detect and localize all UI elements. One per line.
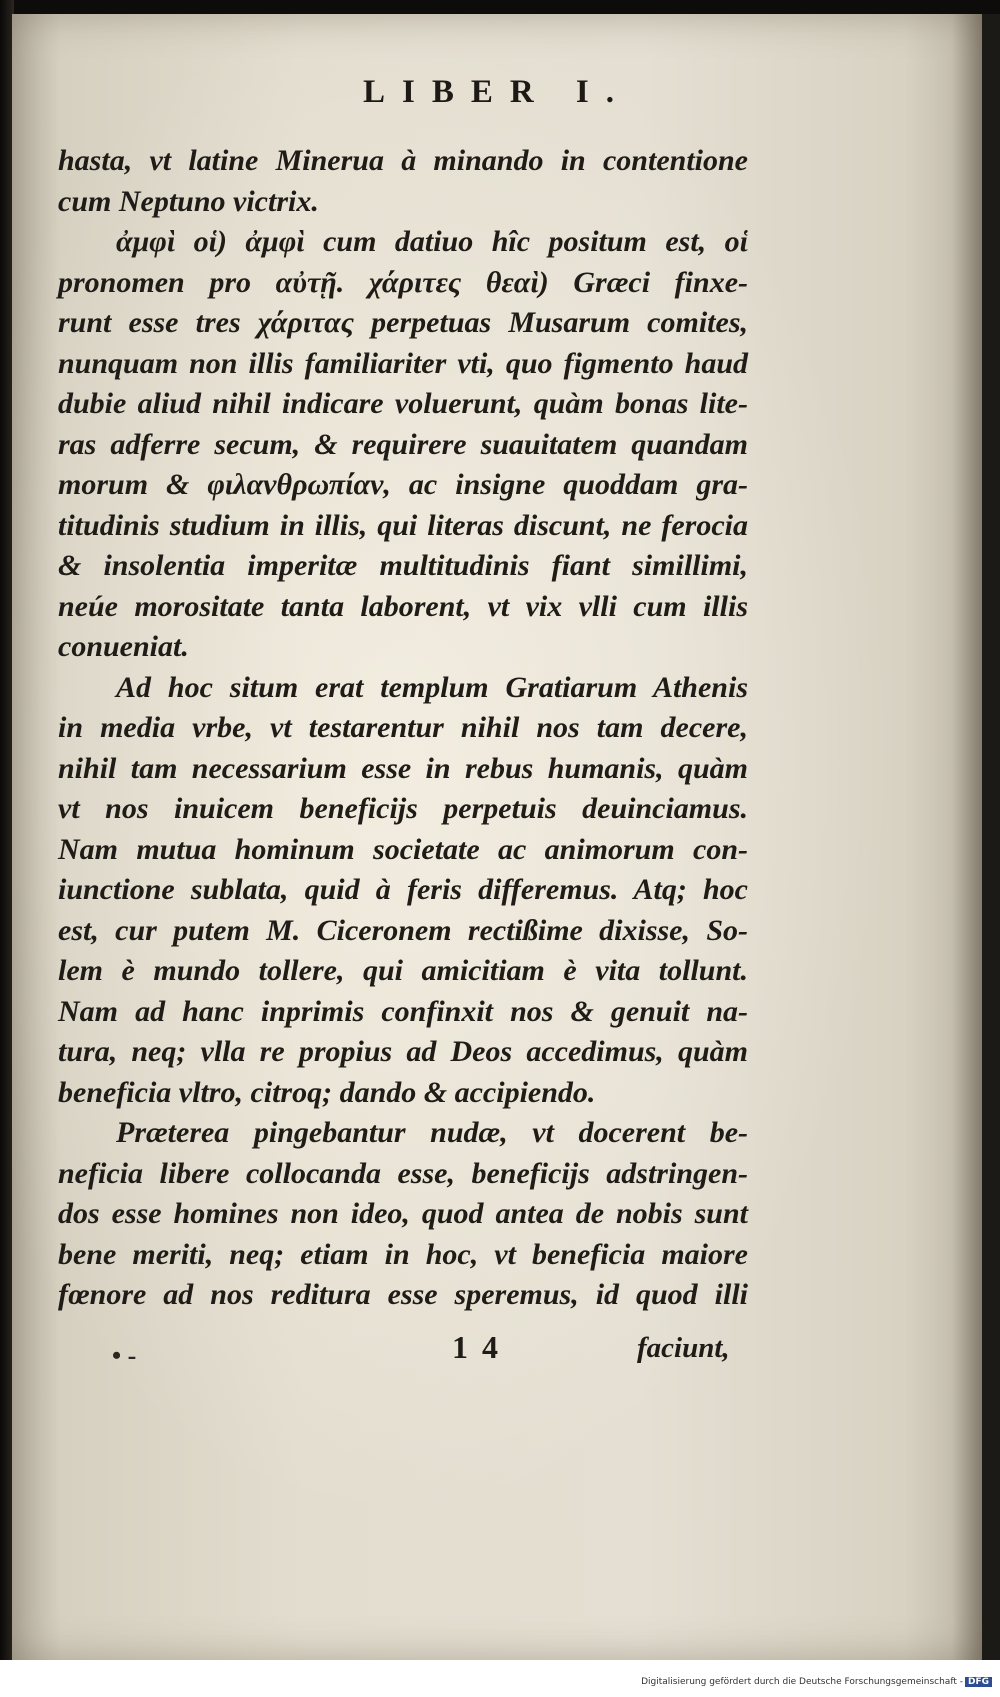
text-line: Ad hoc situm erat templum Gratiarum Athenis	[116, 670, 748, 704]
text-line: Nam mutua hominum societate ac animorum con-	[58, 832, 748, 866]
text-line: dos esse homines non ideo, quod antea de nobis sunt	[58, 1197, 748, 1230]
text-line: ἀμφὶ οἱ) ἀμφὶ cum datiuo hîc positum est, οἱ	[116, 225, 748, 258]
text-line: titudinis studium in illis, qui literas discunt, ne ferocia	[58, 508, 748, 542]
catchword: faciunt,	[637, 1332, 730, 1364]
text-line: dubie aliud nihil indicare voluerunt, quàm bonas lite-	[58, 387, 748, 420]
text-line: ras adferre secum, & requirere suauitatem quandam	[58, 427, 748, 461]
text-line: lem è mundo tollere, qui amicitiam è vita tollunt.	[58, 954, 748, 987]
text-line: est, cur putem M. Ciceronem rectißime dixisse, So-	[58, 913, 748, 947]
digitization-credit	[641, 1677, 992, 1687]
page-edge-shadow	[952, 14, 982, 1660]
text-line: bene meriti, neq; etiam in hoc, vt beneficia maiore	[58, 1237, 748, 1271]
dfg-logo: DFG	[965, 1677, 992, 1687]
text-line: morum & φιλανθρωπίαν, ac insigne quoddam gra-	[58, 468, 748, 501]
text-line: neficia libere collocanda esse, beneficijs adstringen-	[58, 1156, 748, 1190]
scan-top-edge	[0, 0, 1000, 14]
page-number: 14	[452, 1329, 512, 1365]
text-line: conueniat.	[58, 630, 189, 663]
text-line: in media vrbe, vt testarentur nihil nos tam decere,	[58, 711, 748, 744]
text-line: hasta, vt latine Minerua à minando in contentione	[58, 144, 748, 177]
text-line: pronomen pro αὐτῇ. χάριτες θεαὶ) Græci finxe-	[58, 265, 748, 299]
body-text	[58, 141, 748, 1316]
running-head: LIBER I.	[362, 74, 632, 110]
text-line: Præterea pingebantur nudæ, vt docerent be-	[116, 1116, 748, 1149]
text-line: runt esse tres χάριτας perpetuas Musarum comites,	[58, 306, 748, 339]
text-line: nunquam non illis familiariter vti, quo figmento haud	[58, 346, 748, 380]
text-line: nihil tam necessarium esse in rebus humanis, quàm	[58, 751, 748, 785]
text-line: Nam ad hanc inprimis confinxit nos & genuit na-	[58, 994, 748, 1028]
text-line: beneficia vltro, citroq; dando & accipiendo.	[58, 1075, 596, 1109]
text-line: iunctione sublata, quid à feris differemus. Atq; hoc	[58, 873, 748, 906]
footer-marks: • -	[112, 1341, 137, 1370]
credit-text: Digitalisierung gefördert durch die Deutsche Forschungsgemeinschaft -	[641, 1677, 963, 1687]
text-line: tura, neq; vlla re propius ad Deos accedimus, quàm	[58, 1035, 748, 1068]
text-line: fœnore ad nos reditura esse speremus, id quod illi	[58, 1278, 748, 1311]
text-line: neúe morositate tanta laborent, vt vix vlli cum illis	[58, 589, 748, 623]
text-line: vt nos inuicem beneficijs perpetuis deuinciamus.	[58, 792, 748, 825]
text-line: & insolentia imperitæ multitudinis fiant simillimi,	[58, 549, 748, 582]
text-line: cum Neptuno victrix.	[58, 184, 319, 218]
book-page	[12, 14, 982, 1660]
